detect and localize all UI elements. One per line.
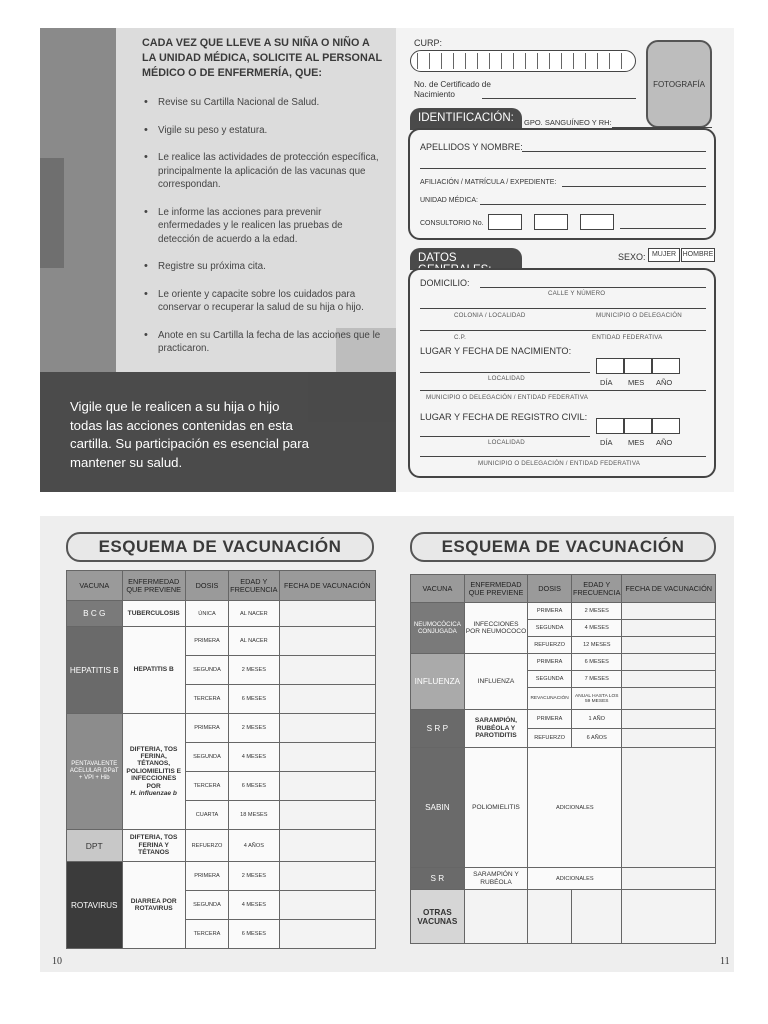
date-cell[interactable] [622, 868, 716, 890]
vaccine-name: NEUMOCÓCICA CONJUGADA [411, 603, 465, 654]
vaccine-name: S R P [411, 710, 465, 748]
decorative-block-dark [308, 372, 396, 422]
consultorio-box[interactable] [534, 214, 568, 230]
colonia-caption: COLONIA / LOCALIDAD [454, 312, 526, 319]
dose: PRIMERA [528, 603, 572, 620]
header-fecha: FECHA DE VACUNACIÓN [622, 575, 716, 603]
sexo-label: SEXO: [618, 252, 646, 262]
header-fecha: FECHA DE VACUNACIÓN [279, 571, 375, 601]
date-cell[interactable] [622, 671, 716, 688]
table-row [411, 868, 716, 890]
table-row [67, 601, 376, 627]
intro-bullet: • Anote en su Cartilla la fecha de las acciones que le practicaron. [140, 329, 386, 356]
age: 6 MESES [572, 654, 622, 671]
nacimiento-dia-box[interactable] [596, 358, 624, 374]
identificacion-tab: IDENTIFICACIÓN: [410, 108, 522, 130]
disease: DIFTERIA, TOS FERINA Y TÉTANOS [122, 830, 185, 862]
domicilio-label: DOMICILIO: [420, 278, 470, 288]
nacimiento-anio-box[interactable] [652, 358, 680, 374]
registro-dia-box[interactable] [596, 418, 624, 434]
dose: REVACUNACIÓN [528, 688, 572, 710]
intro-bullet: • Le realice las actividades de protección específica, principalmente la aplicación de las vacunas que correspondan. [140, 151, 386, 192]
age: 1 AÑO [572, 710, 622, 729]
anio-label: AÑO [656, 438, 673, 447]
curp-char-box[interactable] [537, 53, 548, 69]
vaccine-name: S R [411, 868, 465, 890]
dose: REFUERZO [528, 637, 572, 654]
disease: TUBERCULOSIS [122, 601, 185, 627]
intro-message: Vigile que le realicen a su hija o hijo todas las acciones contenidas en esta cartilla. Su participación es esencial para mantener su salud. [70, 399, 309, 470]
curp-char-box[interactable] [465, 53, 476, 69]
curp-char-box[interactable] [441, 53, 452, 69]
curp-char-box[interactable] [513, 53, 524, 69]
dose: SEGUNDA [185, 743, 228, 772]
table-row [67, 714, 376, 743]
dia-label: DÍA [600, 438, 613, 447]
dose: TERCERA [185, 920, 228, 949]
intro-bullet: • Revise su Cartilla Nacional de Salud. [140, 96, 386, 110]
date-cell[interactable] [279, 656, 375, 685]
page-title: ESQUEMA DE VACUNACIÓN [410, 532, 716, 562]
dose-cell[interactable] [528, 890, 572, 944]
header-vacuna: VACUNA [411, 575, 465, 603]
sexo-hombre-option[interactable]: HOMBRE [681, 248, 715, 262]
age: 7 MESES [572, 671, 622, 688]
header-enfermedad: ENFERMEDAD QUE PREVIENE [122, 571, 185, 601]
nacimiento-localidad-field[interactable] [420, 372, 590, 373]
afiliacion-field[interactable] [562, 186, 706, 187]
age: ANUAL HASTA LOS 59 MESES [572, 688, 622, 710]
date-cell[interactable] [622, 688, 716, 710]
datos-generales-tab: DATOS [410, 248, 522, 270]
vaccination-table-left [66, 570, 376, 949]
date-cell[interactable] [622, 748, 716, 868]
consultorio-box[interactable] [488, 214, 522, 230]
table-row [411, 710, 716, 729]
page-number: 11 [720, 956, 730, 967]
curp-char-box[interactable] [489, 53, 500, 69]
age: 12 MESES [572, 637, 622, 654]
intro-bullet: • Vigile su peso y estatura. [140, 124, 386, 138]
age: 18 MESES [229, 801, 279, 830]
vaccination-page-right [390, 516, 734, 972]
date-cell[interactable] [622, 603, 716, 620]
disease: POLIOMIELITIS [464, 748, 527, 868]
vaccination-page-left [40, 516, 390, 972]
dose: TERCERA [185, 685, 228, 714]
dose: PRIMERA [185, 627, 228, 656]
date-cell[interactable] [622, 729, 716, 748]
municipio-caption: MUNICIPIO O DELEGACIÓN [596, 312, 682, 319]
curp-char-box[interactable] [573, 53, 584, 69]
date-cell[interactable] [622, 637, 716, 654]
mes-label: MES [628, 438, 645, 447]
unidad-field[interactable] [480, 204, 706, 205]
vaccine-name: B C G [67, 601, 123, 627]
date-cell[interactable] [279, 830, 375, 862]
vaccine-name: PENTAVALENTE ACELULAR DPaT + VPI + Hib [67, 714, 123, 830]
header-dosis: DOSIS [185, 571, 228, 601]
curp-char-box[interactable] [429, 53, 440, 69]
certificate-label: No. de Certificado de Nacimiento [414, 80, 491, 99]
dose: PRIMERA [185, 714, 228, 743]
age: 6 AÑOS [572, 729, 622, 748]
disease: INFECCIONES POR NEUMOCOCO [464, 603, 527, 654]
date-cell[interactable] [279, 920, 375, 949]
curp-char-box[interactable] [561, 53, 572, 69]
curp-char-box[interactable] [417, 53, 428, 69]
registro-municipio-field[interactable] [420, 456, 706, 457]
date-cell[interactable] [622, 620, 716, 637]
date-cell[interactable] [279, 801, 375, 830]
date-cell[interactable] [279, 627, 375, 656]
date-cell[interactable] [279, 714, 375, 743]
nacimiento-mes-box[interactable] [624, 358, 652, 374]
registro-localidad-field[interactable] [420, 436, 590, 437]
dose: REFUERZO [528, 729, 572, 748]
cp-caption: C.P. [454, 334, 467, 341]
disease: SARAMPIÓN Y RUBÉOLA [464, 868, 527, 890]
date-cell[interactable] [622, 654, 716, 671]
dose: CUARTA [185, 801, 228, 830]
intro-bullet-list [140, 96, 386, 370]
sexo-mujer-option[interactable]: MUJER [648, 248, 680, 262]
vaccine-name: ROTAVIRUS [67, 862, 123, 949]
registro-municipio-caption: MUNICIPIO O DELEGACIÓN / ENTIDAD FEDERATIVA [478, 460, 641, 467]
table-row [411, 890, 716, 944]
table-row [411, 654, 716, 671]
age: 6 MESES [229, 920, 279, 949]
dose: SEGUNDA [185, 656, 228, 685]
table-row [67, 830, 376, 862]
age: 4 MESES [229, 891, 279, 920]
age-cell[interactable] [572, 890, 622, 944]
vaccine-name: SABIN [411, 748, 465, 868]
identification-page [396, 28, 734, 492]
date-cell[interactable] [279, 685, 375, 714]
intro-bullet: • Le informe las acciones para prevenir enfermedades y le realicen las pruebas de detección de acuerdo a la edad. [140, 206, 386, 247]
dose: PRIMERA [528, 710, 572, 729]
date-cell[interactable] [279, 743, 375, 772]
disease: DIARREA POR ROTAVIRUS [122, 862, 185, 949]
age: AL NACER [229, 601, 279, 627]
photo-box [646, 40, 712, 128]
header-edad: EDAD Y FRECUENCIA [572, 575, 622, 603]
date-cell[interactable] [279, 772, 375, 801]
dose: TERCERA [185, 772, 228, 801]
nacimiento-municipio-field[interactable] [420, 390, 706, 391]
curp-label: CURP: [414, 38, 443, 48]
consultorio-box[interactable] [580, 214, 614, 230]
header-vacuna: VACUNA [67, 571, 123, 601]
dia-label: DÍA [600, 378, 613, 387]
date-cell[interactable] [622, 890, 716, 944]
extra-doses: ADICIONALES [528, 748, 622, 868]
curp-char-box[interactable] [609, 53, 620, 69]
calle-caption: CALLE Y NÚMERO [548, 290, 606, 297]
curp-char-box[interactable] [585, 53, 596, 69]
disease: INFLUENZA [464, 654, 527, 710]
intro-heading: CADA VEZ QUE LLEVE A SU NIÑA O NIÑO A LA UNIDAD MÉDICA, SOLICITE AL PERSONAL MÉDICO O DE ENFERMERÍA, QUE: [142, 37, 382, 79]
mes-label: MES [628, 378, 645, 387]
intro-bullet: • Registre su próxima cita. [140, 260, 386, 274]
age: 4 MESES [572, 620, 622, 637]
disease: SARAMPIÓN, RUBÉOLA Y PAROTIDITIS [464, 710, 527, 748]
header-enfermedad: ENFERMEDAD QUE PREVIENE [464, 575, 527, 603]
blood-type-label: GPO. SANGUÍNEO Y RH: [524, 118, 612, 127]
unidad-label: UNIDAD MÉDICA: [420, 197, 478, 204]
disease-text: DIFTERIA, TOS FERINA, TÉTANOS, POLIOMIELITIS E INFECCIONES POR [126, 745, 181, 790]
entidad-caption: ENTIDAD FEDERATIVA [592, 334, 663, 341]
cp-field[interactable] [420, 330, 706, 331]
anio-label: AÑO [656, 378, 673, 387]
disease: HEPATITIS B [122, 627, 185, 714]
disease-text-italic: H. influenzae b [130, 790, 177, 798]
age: AL NACER [229, 627, 279, 656]
curp-char-box[interactable] [525, 53, 536, 69]
dose: SEGUNDA [185, 891, 228, 920]
curp-char-box[interactable] [453, 53, 464, 69]
disease-cell[interactable] [464, 890, 527, 944]
nacimiento-localidad-caption: LOCALIDAD [488, 375, 525, 382]
afiliacion-label: AFILIACIÓN / MATRÍCULA / EXPEDIENTE: [420, 179, 557, 186]
curp-field[interactable] [410, 50, 636, 72]
date-cell[interactable] [279, 862, 375, 891]
vaccine-name: HEPATITIS B [67, 627, 123, 714]
intro-page [40, 28, 396, 492]
dose: PRIMERA [185, 862, 228, 891]
age: 2 MESES [572, 603, 622, 620]
age: 2 MESES [229, 862, 279, 891]
curp-char-box[interactable] [597, 53, 608, 69]
curp-char-box[interactable] [501, 53, 512, 69]
header-dosis: DOSIS [528, 575, 572, 603]
age: 4 AÑOS [229, 830, 279, 862]
age: 2 MESES [229, 714, 279, 743]
vaccination-table-right [410, 574, 716, 944]
date-cell[interactable] [622, 710, 716, 729]
dose: ÚNICA [185, 601, 228, 627]
age: 4 MESES [229, 743, 279, 772]
dose: PRIMERA [528, 654, 572, 671]
apellidos-label: APELLIDOS Y NOMBRE: [420, 142, 523, 152]
page-title: ESQUEMA DE VACUNACIÓN [66, 532, 374, 562]
curp-char-box[interactable] [477, 53, 488, 69]
extra-doses: ADICIONALES [528, 868, 622, 890]
consultorio-field[interactable] [620, 228, 706, 229]
table-row [411, 748, 716, 868]
table-row [67, 862, 376, 891]
vaccine-name: DPT [67, 830, 123, 862]
page-number: 10 [52, 956, 62, 967]
table-row [67, 627, 376, 656]
colonia-field[interactable] [420, 308, 706, 309]
consultorio-label: CONSULTORIO No. [420, 220, 484, 227]
apellidos-field-2[interactable] [420, 168, 706, 169]
lugar-nacimiento-label: LUGAR Y FECHA DE NACIMIENTO: [420, 346, 572, 356]
disease [122, 714, 185, 830]
age: 6 MESES [229, 772, 279, 801]
certificate-field[interactable] [482, 98, 636, 99]
table-row [411, 603, 716, 620]
dose: REFUERZO [185, 830, 228, 862]
age: 2 MESES [229, 656, 279, 685]
vaccine-name: OTRAS VACUNAS [411, 890, 465, 944]
registro-localidad-caption: LOCALIDAD [488, 439, 525, 446]
header-edad: EDAD Y FRECUENCIA [229, 571, 279, 601]
age: 6 MESES [229, 685, 279, 714]
lugar-registro-label: LUGAR Y FECHA DE REGISTRO CIVIL: [420, 412, 588, 422]
curp-char-box[interactable] [621, 53, 632, 69]
dose: SEGUNDA [528, 671, 572, 688]
vaccine-name: INFLUENZA [411, 654, 465, 710]
photo-label: FOTOGRAFÍA [653, 79, 705, 89]
nacimiento-municipio-caption: MUNICIPIO O DELEGACIÓN / ENTIDAD FEDERATIVA [426, 394, 589, 401]
curp-char-box[interactable] [549, 53, 560, 69]
apellidos-field[interactable] [522, 151, 706, 152]
registro-mes-box[interactable] [624, 418, 652, 434]
intro-bullet: • Le oriente y capacite sobre los cuidados para conservar o recuperar la salud de su hija o hijo. [140, 288, 386, 315]
domicilio-field[interactable] [480, 287, 706, 288]
registro-anio-box[interactable] [652, 418, 680, 434]
date-cell[interactable] [279, 601, 375, 627]
date-cell[interactable] [279, 891, 375, 920]
dose: SEGUNDA [528, 620, 572, 637]
decorative-strip-dark [40, 158, 64, 268]
